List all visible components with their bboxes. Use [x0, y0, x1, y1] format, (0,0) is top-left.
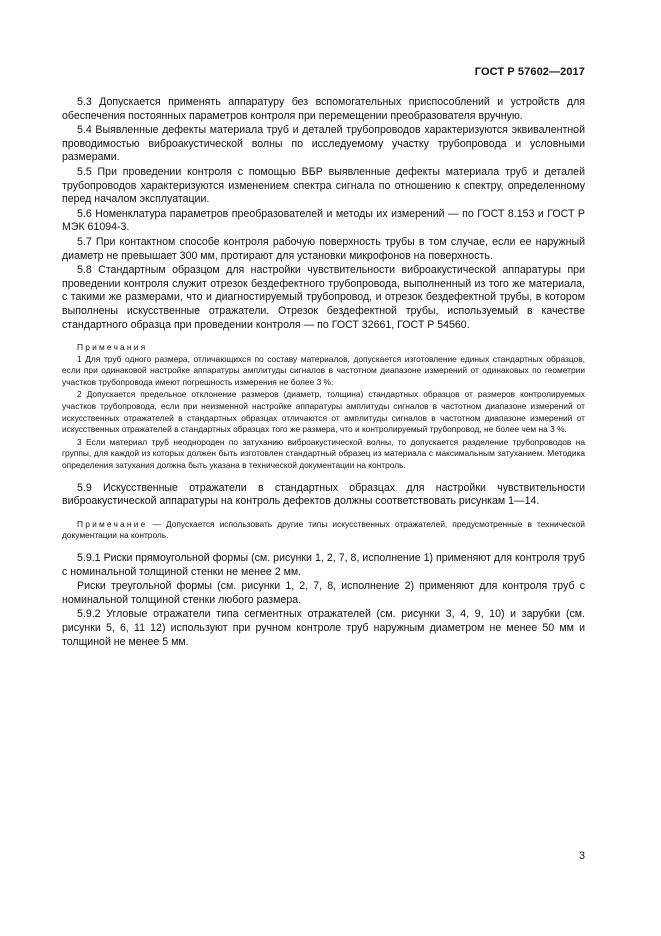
paragraph-5-5: 5.5 При проведении контроля с помощью ВБР выявленные дефекты материала труб и деталей трубопроводов характеризуются изменением спектра сигнала по отношению к спектру, определенному перед началом эксплуатации. — [62, 165, 585, 206]
paragraph-triangular: Риски треугольной формы (см. рисунки 1, 2, 7, 8, исполнение 2) применяют для контроля труб с номинальной толщиной стенки любого размера. — [62, 580, 585, 606]
note-5-9 — [62, 519, 585, 542]
paragraph-5-4: 5.4 Выявленные дефекты материала труб и деталей трубопроводов характеризуются эквивалентной проводимостью виброакустической волны по исследуемому участку трубопровода и условными размерами. — [62, 124, 585, 164]
paragraph-5-9-2: 5.9.2 Угловые отражатели типа сегментных отражателей (см. рисунки 3, 4, 9, 10) и зарубки (см. рисунки 5, 6, 11 12) используют при ручном контроле труб наружным диаметром не менее 50 мм и толщиной не менее 5 мм. — [62, 608, 585, 648]
paragraph-5-6: 5.6 Номенклатура параметров преобразователей и методы их измерений — по ГОСТ 8.153 и ГОСТ Р МЭК 61094-3. — [62, 207, 585, 234]
note-text: — Допускается использовать другие типы искусственных отражателей, предусмотренные в технической документации на контроль. — [62, 518, 585, 541]
notes-title: Примечания — [77, 342, 148, 353]
document-code: ГОСТ Р 57602—2017 — [474, 66, 585, 78]
note-3: 3 Если материал труб неоднороден по затуханию виброакустической волны, то допускается разделение трубопроводов на группы, для каждой из которых должен быть изготовлен стандартный образец из материала с максимальным затуханием. Методика определения затухания должна быть указана в технической документации на контроль. — [62, 436, 585, 471]
note-label: Примечание — [77, 518, 148, 529]
paragraph-5-9-1: 5.9.1 Риски прямоугольной формы (см. рисунки 1, 2, 7, 8, исполнение 1) применяют для контроля труб с номинальной толщиной стенки не менее 2 мм. — [62, 552, 585, 578]
paragraph-5-7: 5.7 При контактном способе контроля рабочую поверхность трубы в том случае, если ее наружный диаметр не превышает 300 мм, протирают для установки микрофонов на поверхность. — [62, 235, 585, 262]
paragraph-5-9: 5.9 Искусственные отражатели в стандартных образцах для настройки чувствительности виброакустической аппаратуры на контроль дефектов должны соответствовать рисункам 1—14. — [62, 481, 585, 508]
paragraph-5-8: 5.8 Стандартным образцом для настройки чувствительности виброакустической аппаратуры при проведении контроля служит отрезок бездефектного трубопровода, выполненный из того же материала, с такими же размерами, что и диагностируемый трубопровод, и отрезок бездефектной трубы, в котором выполнены искусственные отражатели. Отрезок бездефектной трубы, используемый в качестве стандартного образца при проведении контроля — по ГОСТ 32661, ГОСТ Р 54560. — [62, 264, 585, 331]
note-2: 2 Допускается предельное отклонение размеров (диаметр, толщина) стандартных образцов от размеров контролируемых участков трубопровода, если при неизменной настройке аппаратуры амплитуды сигналов в частотном диапазоне измерений от искусственных отражателей в стандартных образцах отличаются от амплитуды сигналов в частотном диапазоне измерений от искусственных отражателей в стандартных образцах того же размера, что и контролируемый трубопровод, не более чем на 3 %. — [62, 389, 585, 435]
page-body — [62, 96, 585, 650]
note-1: 1 Для труб одного размера, отличающихся по составу материалов, допускается изготовление единых стандартных образцов, если при одинаковой настройке аппаратуры амплитуды сигналов в частотном диапазоне измерений от одинаковых по геометрии участков трубопровода имеют погрешность измерения не более 3 %. — [62, 353, 585, 387]
page-number: 3 — [579, 850, 585, 862]
paragraph-5-3: 5.3 Допускается применять аппаратуру без вспомогательных приспособлений и устройств для обеспечения постоянных параметров контроля при перемещении преобразователя вручную. — [62, 96, 585, 122]
